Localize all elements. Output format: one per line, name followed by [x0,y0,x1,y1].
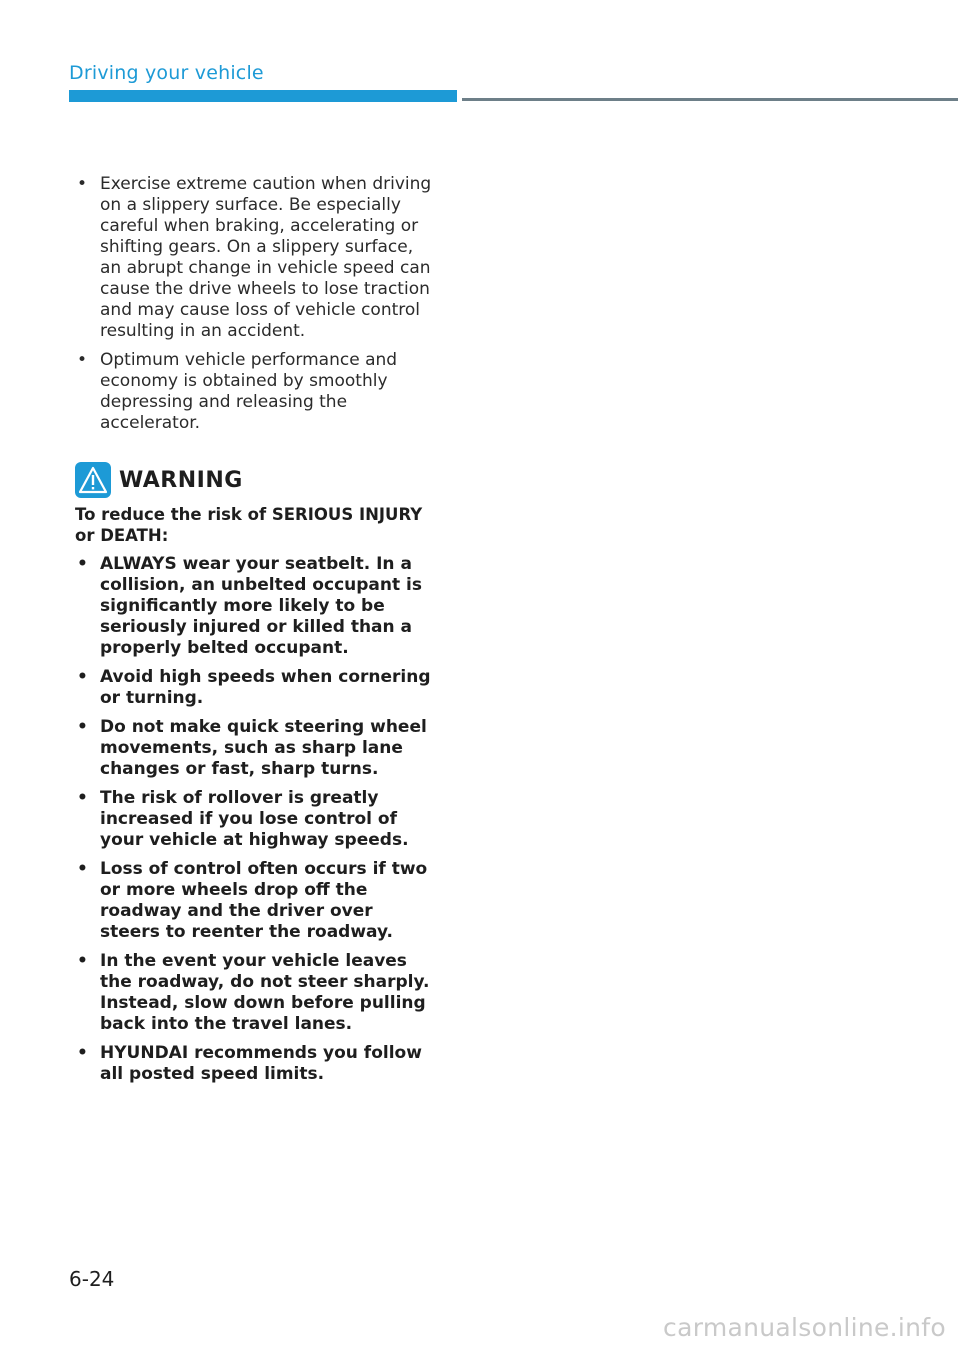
page-number: 6-24 [69,1267,115,1291]
warning-header [75,462,437,498]
warning-triangle-icon [75,462,111,498]
warning-intro: To reduce the risk of SERIOUS INJURY or DEATH: [75,505,423,545]
watermark: carmanualsonline.info [663,1313,946,1342]
list-item: • Loss of control often occurs if two or more wheels drop off the roadway and the driver over steers to reenter the roadway. [75,859,437,943]
list-item: • Exercise extreme caution when driving on a slippery surface. Be especially careful when braking, accelerating or shifting gears. On a slippery surface, an abrupt change in vehicle speed can cause the drive wheels to lose traction and may cause loss of vehicle control resulting in an accident. [75,174,437,342]
list-item: • HYUNDAI recommends you follow all posted speed limits. [75,1043,437,1085]
header-rule [462,98,958,101]
list-item: • ALWAYS wear your seatbelt. In a collision, an unbelted occupant is significantly more likely to be seriously injured or killed than a properly belted occupant. [75,554,437,659]
list-item: • In the event your vehicle leaves the roadway, do not steer sharply. Instead, slow down before pulling back into the travel lanes. [75,951,437,1035]
list-item: • Do not make quick steering wheel movements, such as sharp lane changes or fast, sharp turns. [75,717,437,780]
section-title: Driving your vehicle [69,62,264,84]
list-item: • Optimum vehicle performance and economy is obtained by smoothly depressing and releasing the accelerator. [75,350,437,434]
page-content [75,174,437,1093]
warning-bullet-list [75,554,437,1085]
list-item: • The risk of rollover is greatly increased if you lose control of your vehicle at highway speeds. [75,788,437,851]
header-accent-bar [69,90,457,102]
warning-title: WARNING [119,467,243,493]
intro-bullet-list [75,174,437,434]
list-item: • Avoid high speeds when cornering or turning. [75,667,437,709]
